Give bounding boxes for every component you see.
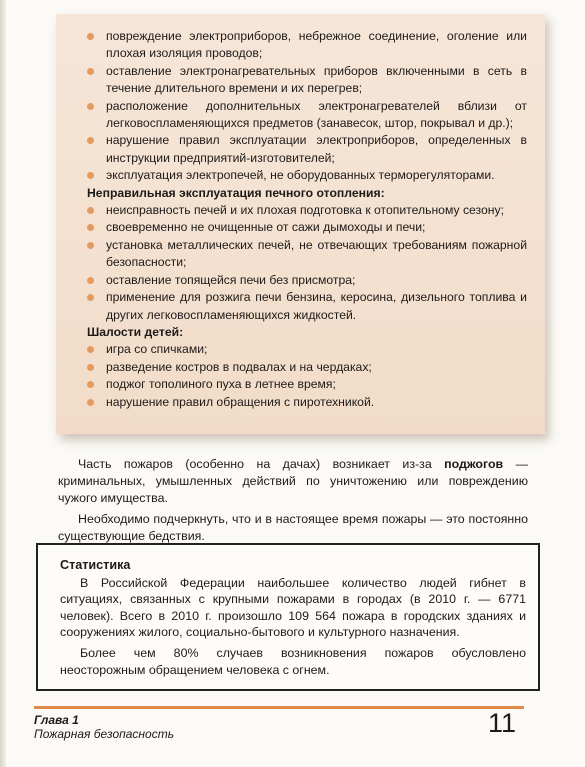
bullet-icon	[87, 224, 94, 231]
children-section-title: Шалости детей:	[87, 324, 184, 339]
list-item: нарушение правил эксплуатации электроприборов, определенных в инструкции предприятий-изготовителей;	[87, 132, 527, 167]
bullet-icon	[87, 137, 94, 144]
bullet-icon	[87, 172, 94, 179]
disaster-paragraph: Необходимо подчеркнуть, что и в настоящее время пожары — это постоянно существующие бедствия.	[58, 512, 528, 543]
bullet-icon	[87, 33, 94, 40]
list-item: нарушение правил обращения с пиротехникой.	[87, 394, 527, 411]
statistics-paragraph: В Российской Федерации наибольшее количество людей гибнет в ситуациях, связанных с крупными пожарами в городах (в 2010 г. — 6771 человек). Всего в 2010 г. произошло 109 564 пожара в городских зданиях и сооружениях жилого, социально-бытового и культурного назначения.	[60, 575, 526, 640]
body-text	[58, 456, 528, 549]
page-edge	[0, 0, 6, 767]
list-item: оставление электронагревательных приборов включенными в сеть в течение длительного времени и их перегрев;	[87, 63, 527, 98]
statistics-box	[36, 543, 540, 691]
electrical-causes-list	[87, 28, 527, 185]
list-item: разведение костров в подвалах и на чердаках;	[87, 359, 527, 376]
list-item: поджог тополиного пуха в летнее время;	[87, 376, 527, 393]
bullet-icon	[87, 381, 94, 388]
list-item: применение для розжига печи бензина, керосина, дизельного топлива и других легковоспламеняющихся жидкостей.	[87, 289, 527, 324]
list-item: своевременно не очищенные от сажи дымоходы и печи;	[87, 219, 527, 236]
statistics-title: Статистика	[60, 558, 131, 572]
bullet-icon	[87, 242, 94, 249]
page-number: 11	[488, 708, 517, 738]
footer-section-title: Пожарная безопасность	[34, 727, 174, 741]
children-causes-list	[87, 341, 527, 411]
statistics-content	[60, 557, 526, 682]
heating-causes-list	[87, 202, 527, 324]
causes-list	[87, 28, 527, 411]
bullet-icon	[87, 346, 94, 353]
bullet-icon	[87, 399, 94, 406]
heating-section-title: Неправильная эксплуатация печного отопления:	[87, 185, 385, 200]
list-item: неисправность печей и их плохая подготовка к отопительному сезону;	[87, 202, 527, 219]
list-item: установка металлических печей, не отвечающих требованиям пожарной безопасности;	[87, 237, 527, 272]
footer-chapter: Глава 1	[34, 713, 79, 727]
list-item: повреждение электроприборов, небрежное соединение, оголение или плохая изоляция проводов;	[87, 28, 527, 63]
bullet-icon	[87, 277, 94, 284]
list-item: оставление топящейся печи без присмотра;	[87, 272, 527, 289]
statistics-paragraph: Более чем 80% случаев возникновения пожаров обусловлено неосторожным обращением человека с огнем.	[60, 645, 526, 677]
list-item: расположение дополнительных электронагревателей вблизи от легковоспламеняющихся предметов (занавесок, штор, покрывал и др.);	[87, 98, 527, 133]
list-item: эксплуатация электропечей, не оборудованных терморегуляторами.	[87, 167, 527, 184]
bullet-icon	[87, 207, 94, 214]
bullet-icon	[87, 364, 94, 371]
bullet-icon	[87, 68, 94, 75]
arson-paragraph: Часть пожаров (особенно на дачах) возникает из-за поджогов — криминальных, умышленных действий по уничтожению или повреждению чужого имущества.	[58, 457, 528, 505]
bullet-icon	[87, 294, 94, 301]
arson-term: поджогов	[444, 457, 504, 471]
bullet-icon	[87, 103, 94, 110]
footer-divider	[34, 706, 524, 709]
list-item: игра со спичками;	[87, 341, 527, 358]
